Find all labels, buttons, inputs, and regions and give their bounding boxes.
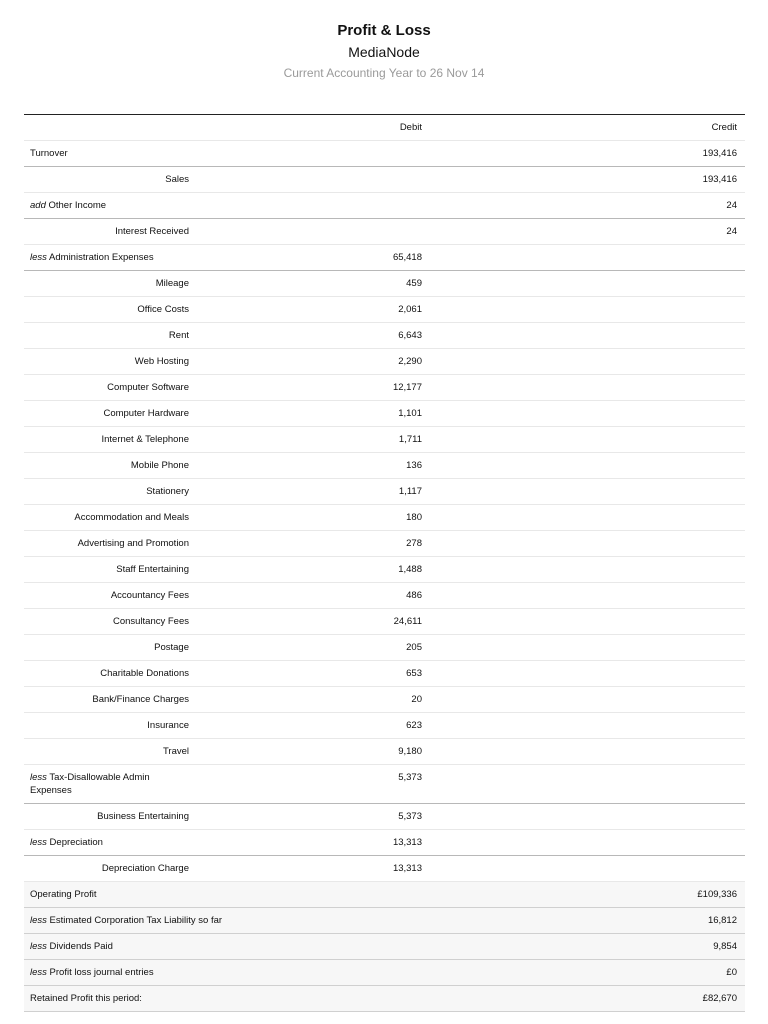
tax-disallowable-row xyxy=(24,765,745,804)
journal-entries-text: Profit loss journal entries xyxy=(49,967,154,978)
company-name: MediaNode xyxy=(348,44,420,60)
expense-row xyxy=(24,635,745,661)
interest-received-credit: 24 xyxy=(726,226,737,237)
corporation-tax-text: Estimated Corporation Tax Liability so far xyxy=(49,915,223,926)
expense-row xyxy=(24,375,745,401)
expense-debit: 9,180 xyxy=(398,746,422,757)
expense-row xyxy=(24,271,745,297)
turnover-label: Turnover xyxy=(30,148,68,159)
qualifier-less: less xyxy=(30,252,47,263)
expense-label: Office Costs xyxy=(137,304,189,315)
expense-debit: 180 xyxy=(406,512,422,523)
interest-received-row xyxy=(24,219,745,245)
depreciation-charge-row xyxy=(24,856,745,882)
credit-column-header: Credit xyxy=(711,122,737,133)
tax-disallowable-debit: 5,373 xyxy=(398,772,422,783)
expense-label: Mobile Phone xyxy=(130,460,189,471)
sales-row xyxy=(24,167,745,193)
expense-row xyxy=(24,427,745,453)
expense-label: Travel xyxy=(162,746,189,757)
expense-debit: 623 xyxy=(406,720,422,731)
other-income-text: Other Income xyxy=(48,200,107,211)
journal-entries-row xyxy=(24,960,745,986)
expense-debit: 136 xyxy=(406,460,422,471)
operating-profit-label: Operating Profit xyxy=(30,889,97,900)
tax-disallowable-label xyxy=(30,771,190,797)
journal-entries-credit: £0 xyxy=(726,967,737,978)
expense-label: Internet & Telephone xyxy=(101,434,189,445)
business-entertaining-label: Business Entertaining xyxy=(97,811,189,822)
admin-expenses-row xyxy=(24,245,745,271)
expense-debit: 24,611 xyxy=(393,616,422,627)
corporation-tax-credit: 16,812 xyxy=(707,915,737,926)
operating-profit-credit: £109,336 xyxy=(697,889,737,900)
expense-label: Postage xyxy=(154,642,189,653)
other-income-credit: 24 xyxy=(726,200,737,211)
expense-label: Accommodation and Meals xyxy=(74,512,189,523)
depreciation-charge-label: Depreciation Charge xyxy=(101,863,189,874)
expense-debit: 486 xyxy=(406,590,422,601)
expense-debit: 6,643 xyxy=(398,330,422,341)
retained-profit-credit: £82,670 xyxy=(702,993,737,1004)
admin-expenses-label xyxy=(30,245,154,271)
profit-loss-table xyxy=(24,114,745,1012)
depreciation-row xyxy=(24,830,745,856)
expense-debit: 1,488 xyxy=(398,564,422,575)
expense-row xyxy=(24,609,745,635)
journal-entries-label xyxy=(30,960,154,986)
expense-row xyxy=(24,297,745,323)
expense-row xyxy=(24,557,745,583)
expense-debit: 12,177 xyxy=(392,382,422,393)
expense-debit: 1,117 xyxy=(398,486,422,497)
retained-profit-label: Retained Profit this period: xyxy=(30,993,142,1004)
expense-debit: 2,290 xyxy=(398,356,422,367)
interest-received-label: Interest Received xyxy=(115,226,189,237)
expense-row xyxy=(24,349,745,375)
turnover-row xyxy=(24,141,745,167)
expense-label: Mileage xyxy=(155,278,189,289)
expense-row xyxy=(24,739,745,765)
expense-debit: 205 xyxy=(406,642,422,653)
expense-label: Web Hosting xyxy=(134,356,189,367)
expense-row xyxy=(24,713,745,739)
expense-row xyxy=(24,531,745,557)
page-title: Profit & Loss xyxy=(337,22,431,39)
business-entertaining-row xyxy=(24,804,745,830)
admin-expense-items xyxy=(24,271,745,765)
qualifier-add: add xyxy=(30,200,46,211)
expense-row xyxy=(24,401,745,427)
expense-row xyxy=(24,661,745,687)
expense-debit: 1,711 xyxy=(398,434,422,445)
sales-credit: 193,416 xyxy=(702,174,737,185)
qualifier-less: less xyxy=(30,772,47,783)
sales-label: Sales xyxy=(165,174,189,185)
corporation-tax-label xyxy=(30,908,222,934)
expense-label: Accountancy Fees xyxy=(110,590,189,601)
report-period: Current Accounting Year to 26 Nov 14 xyxy=(283,66,485,80)
expense-label: Advertising and Promotion xyxy=(77,538,189,549)
expense-debit: 20 xyxy=(411,694,422,705)
dividends-credit: 9,854 xyxy=(713,941,737,952)
expense-row xyxy=(24,323,745,349)
expense-label: Insurance xyxy=(147,720,189,731)
expense-debit: 653 xyxy=(406,668,422,679)
retained-profit-row xyxy=(24,986,745,1012)
expense-label: Charitable Donations xyxy=(100,668,189,679)
debit-column-header: Debit xyxy=(399,122,422,133)
other-income-label xyxy=(30,193,106,219)
admin-expenses-debit: 65,418 xyxy=(392,252,422,263)
expense-debit: 278 xyxy=(406,538,422,549)
dividends-text: Dividends Paid xyxy=(49,941,113,952)
expense-debit: 2,061 xyxy=(398,304,422,315)
expense-debit: 459 xyxy=(406,278,422,289)
corporation-tax-row xyxy=(24,908,745,934)
qualifier-less: less xyxy=(30,967,47,978)
expense-row xyxy=(24,453,745,479)
expense-label: Consultancy Fees xyxy=(112,616,189,627)
depreciation-label xyxy=(30,830,103,856)
business-entertaining-debit: 5,373 xyxy=(398,811,422,822)
tax-disallowable-text: Tax-Disallowable Admin Expenses xyxy=(30,772,150,796)
qualifier-less: less xyxy=(30,837,47,848)
expense-label: Rent xyxy=(168,330,189,341)
depreciation-text: Depreciation xyxy=(49,837,103,848)
qualifier-less: less xyxy=(30,915,47,926)
turnover-credit: 193,416 xyxy=(702,148,737,159)
other-income-row xyxy=(24,193,745,219)
expense-row xyxy=(24,583,745,609)
column-header-row xyxy=(24,115,745,141)
qualifier-less: less xyxy=(30,941,47,952)
expense-label: Computer Hardware xyxy=(103,408,189,419)
expense-row xyxy=(24,687,745,713)
expense-label: Computer Software xyxy=(107,382,189,393)
expense-debit: 1,101 xyxy=(398,408,422,419)
expense-row xyxy=(24,479,745,505)
dividends-label xyxy=(30,934,113,960)
expense-row xyxy=(24,505,745,531)
expense-label: Bank/Finance Charges xyxy=(92,694,189,705)
depreciation-charge-debit: 13,313 xyxy=(392,863,422,874)
operating-profit-row xyxy=(24,882,745,908)
expense-label: Stationery xyxy=(146,486,189,497)
depreciation-debit: 13,313 xyxy=(392,837,422,848)
dividends-row xyxy=(24,934,745,960)
admin-expenses-text: Administration Expenses xyxy=(49,252,154,263)
expense-label: Staff Entertaining xyxy=(116,564,189,575)
